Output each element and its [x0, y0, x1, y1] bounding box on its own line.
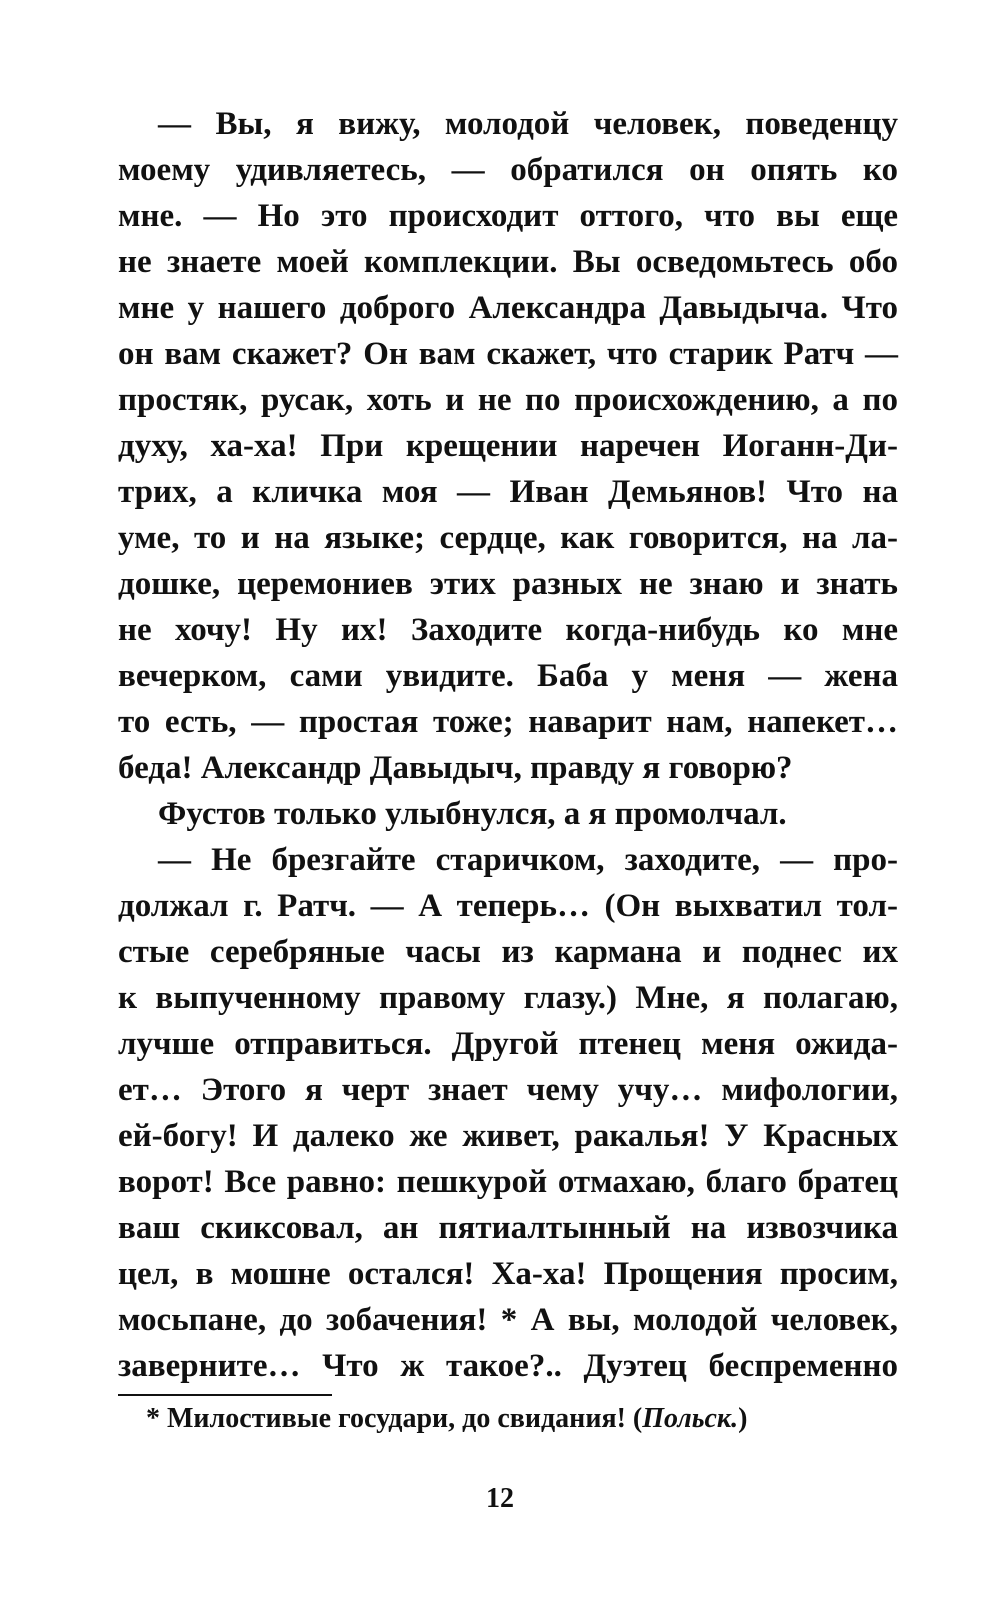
text-line: — Не брезгайте старичком, заходите, — про- [158, 842, 898, 878]
text-line: вечерком, сами увидите. Баба у меня — жена [118, 658, 898, 694]
text-line: то есть, — простая тоже; наварит нам, напекет… [118, 704, 898, 740]
text-line: не знаете моей комплекции. Вы осведомьтесь обо [118, 244, 898, 280]
text-line: уме, то и на языке; сердце, как говорится, на ла- [118, 520, 898, 556]
text-line: моему удивляетесь, — обратился он опять ко [118, 152, 898, 188]
text-line: к выпученному правому глазу.) Мне, я полагаю, [118, 980, 898, 1016]
text-line: лучше отправиться. Другой птенец меня ожида- [118, 1026, 898, 1062]
footnote-text: Милостивые государи, до свидания! ( [160, 1403, 643, 1434]
text-line: мосьпане, до зобачения! * А вы, молодой человек, [118, 1302, 898, 1338]
text-line: цел, в мошне остался! Ха-ха! Прощения просим, [118, 1256, 898, 1292]
text-line: — Вы, я вижу, молодой человек, поведенцу [158, 106, 898, 142]
text-line: должал г. Ратч. — А теперь… (Он выхватил тол- [118, 888, 898, 924]
text-line: ваш скиксовал, ан пятиалтынный на извозчика [118, 1210, 898, 1246]
text-line: стые серебряные часы из кармана и поднес их [118, 934, 898, 970]
text-line: дошке, церемониев этих разных не знаю и знать [118, 566, 898, 602]
text-line: он вам скажет? Он вам скажет, что старик Ратч — [118, 336, 898, 372]
text-line: заверните… Что ж такое?.. Дуэтец беспременно [118, 1348, 898, 1384]
text-line: трих, а кличка моя — Иван Демьянов! Что на [118, 474, 898, 510]
text-line: мне. — Но это происходит оттого, что вы еще [118, 198, 898, 234]
text-line: беда! Александр Давыдыч, правду я говорю? [118, 750, 793, 786]
footnote-source: Польск. [642, 1403, 739, 1434]
text-line: мне у нашего доброго Александра Давыдыча. Что [118, 290, 898, 326]
text-line: ей-богу! И далеко же живет, ракалья! У Красных [118, 1118, 898, 1154]
footnote-marker: * [146, 1403, 160, 1434]
text-line: ет… Этого я черт знает чему учу… мифологии, [118, 1072, 898, 1108]
text-line: простяк, русак, хоть и не по происхождению, а по [118, 382, 898, 418]
text-line: духу, ха-ха! При крещении наречен Иоганн-Ди- [118, 428, 898, 464]
footnote [146, 1399, 906, 1439]
text-line: ворот! Все равно: пешкурой отмахаю, благо братец [118, 1164, 898, 1200]
text-line: не хочу! Ну их! Заходите когда-нибудь ко мне [118, 612, 898, 648]
page-number: 12 [486, 1483, 514, 1514]
footnote-divider [118, 1394, 332, 1396]
footnote-close: ) [738, 1403, 748, 1434]
text-line: Фустов только улыбнулся, а я промолчал. [158, 796, 787, 832]
